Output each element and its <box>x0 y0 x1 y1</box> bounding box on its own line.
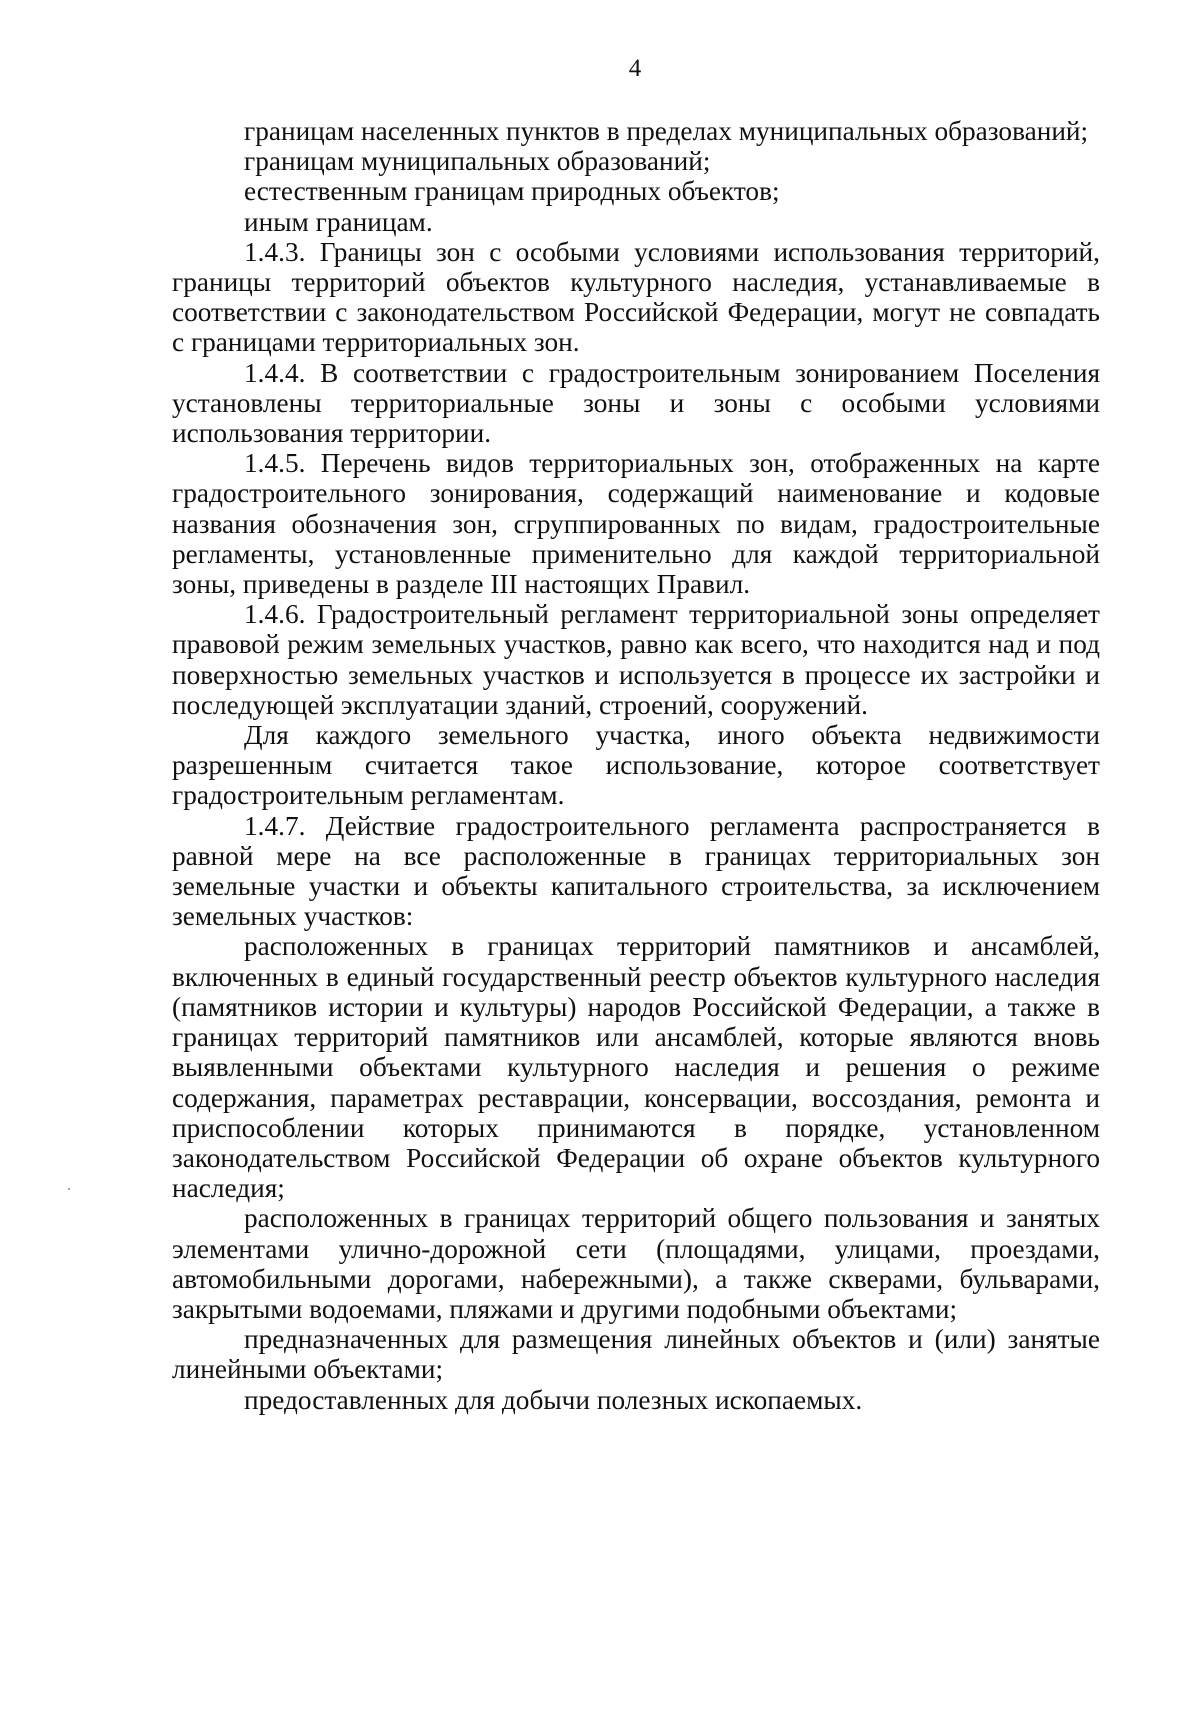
paragraph-1-4-6: 1.4.6. Градостроительный регламент территориальной зоны определяет правовой режим земельных участков, равно как всего, что находится над и под поверхностью земельных участков и используется в процессе их застройки и последующей эксплуатации зданий, строений, сооружений. <box>172 599 1100 720</box>
paragraph-1-4-7: 1.4.7. Действие градостроительного регламента распространяется в равной мере на все расположенные в границах территориальных зон земельные участки и объекты капитального строительства, за исключением земельных участков: <box>172 810 1100 932</box>
paragraph-settlement-boundaries: границам населенных пунктов в пределах муниципальных образований; <box>244 116 1089 146</box>
document-body <box>172 116 1100 1415</box>
scan-speck <box>68 1188 70 1190</box>
paragraph-municipal-boundaries: границам муниципальных образований; <box>244 146 711 177</box>
paragraph-permitted-use: Для каждого земельного участка, иного объекта недвижимости разрешенным считается такое использование, которое соответствует градостроительным регламентам. <box>172 720 1100 811</box>
paragraph-public-areas: расположенных в границах территорий общего пользования и занятых элементами улично-дорожной сети (площадями, улицами, проездами, автомобильными дорогами, набережными), а также скверами, бульварами, закрытыми водоемами, пляжами и другими подобными объектами; <box>172 1203 1100 1324</box>
paragraph-1-4-5: 1.4.5. Перечень видов территориальных зон, отображенных на карте градостроительного зонирования, содержащий наименование и кодовые названия обозначения зон, сгруппированных по видам, градостроительные регламенты, установленные применительно для каждой территориальной зоны, приведены в разделе III настоящих Правил. <box>172 448 1100 600</box>
paragraph-other-boundaries: иным границам. <box>244 206 433 237</box>
paragraph-natural-boundaries: естественным границам природных объектов; <box>244 176 780 207</box>
paragraph-1-4-3: 1.4.3. Границы зон с особыми условиями использования территорий, границы территорий объектов культурного наследия, устанавливаемые в соответствии с законодательством Российской Федерации, могут не совпадать с границами территориальных зон. <box>172 236 1100 358</box>
page-number: 4 <box>628 55 642 82</box>
paragraph-linear-objects: предназначенных для размещения линейных объектов и (или) занятые линейными объектами; <box>172 1324 1100 1385</box>
paragraph-mineral-extraction: предоставленных для добычи полезных ископаемых. <box>244 1384 863 1415</box>
paragraph-heritage-sites: расположенных в границах территорий памятников и ансамблей, включенных в единый государственный реестр объектов культурного наследия (памятников истории и культуры) народов Российской Федерации, а также в границах территорий памятников или ансамблей, которые являются вновь выявленными объектами культурного наследия и решения о режиме содержания, параметрах реставрации, консервации, воссоздания, ремонта и приспособлении которых принимаются в порядке, установленном законодательством Российской Федерации об охране объектов культурного наследия; <box>172 931 1100 1204</box>
paragraph-1-4-4: 1.4.4. В соответствии с градостроительным зонированием Поселения установлены территориальные зоны и зоны с особыми условиями использования территории. <box>172 357 1100 449</box>
